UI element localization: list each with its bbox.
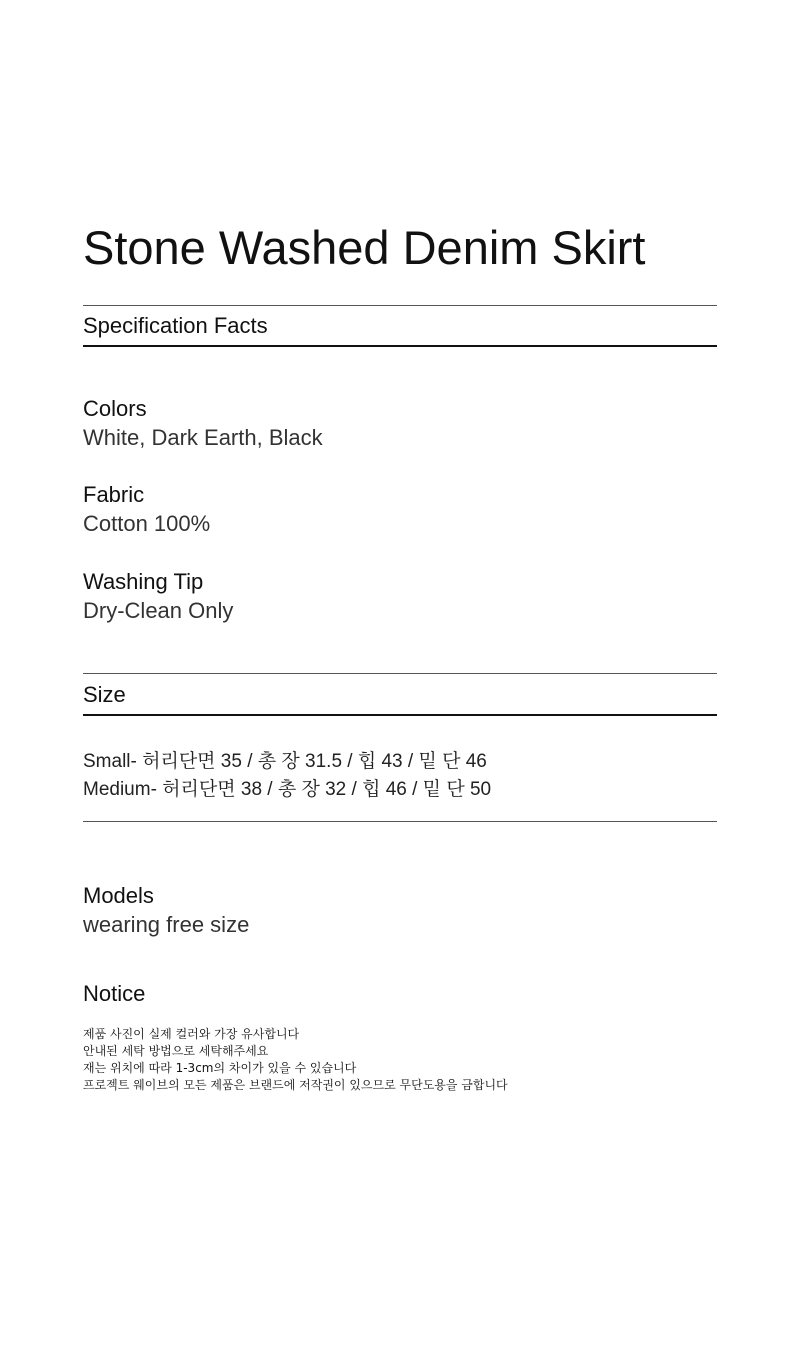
colors-label: Colors bbox=[83, 396, 147, 421]
notice-line: 프로젝트 웨이브의 모든 제품은 브랜드에 저작권이 있으므로 무단도용을 금합니다 bbox=[83, 1078, 508, 1092]
notice-line: 제품 사진이 실제 컬러와 가장 유사합니다 bbox=[83, 1027, 300, 1041]
section-divider bbox=[83, 714, 717, 716]
product-title: Stone Washed Denim Skirt bbox=[83, 221, 646, 274]
washing-tip-value: Dry-Clean Only bbox=[83, 598, 234, 623]
models-value: wearing free size bbox=[83, 912, 250, 937]
fabric-label: Fabric bbox=[83, 482, 145, 507]
spec-section-heading: Specification Facts bbox=[83, 313, 268, 338]
notice-label: Notice bbox=[83, 981, 146, 1006]
divider bbox=[83, 821, 717, 822]
notice-line: 안내된 세탁 방법으로 세탁해주세요 bbox=[83, 1044, 269, 1058]
section-divider bbox=[83, 345, 717, 347]
washing-tip-label: Washing Tip bbox=[83, 569, 204, 594]
size-line-medium: Medium- 허리단면 38 / 총 장 32 / 힙 46 / 밑 단 50 bbox=[83, 779, 492, 800]
size-section-heading: Size bbox=[83, 682, 126, 707]
models-label: Models bbox=[83, 883, 154, 908]
size-line-small: Small- 허리단면 35 / 총 장 31.5 / 힙 43 / 밑 단 46 bbox=[83, 751, 487, 772]
fabric-value: Cotton 100% bbox=[83, 511, 211, 536]
colors-value: White, Dark Earth, Black bbox=[83, 425, 323, 450]
notice-line: 재는 위치에 따라 1-3cm의 차이가 있을 수 있습니다 bbox=[83, 1061, 357, 1075]
divider bbox=[83, 305, 717, 306]
divider bbox=[83, 673, 717, 674]
